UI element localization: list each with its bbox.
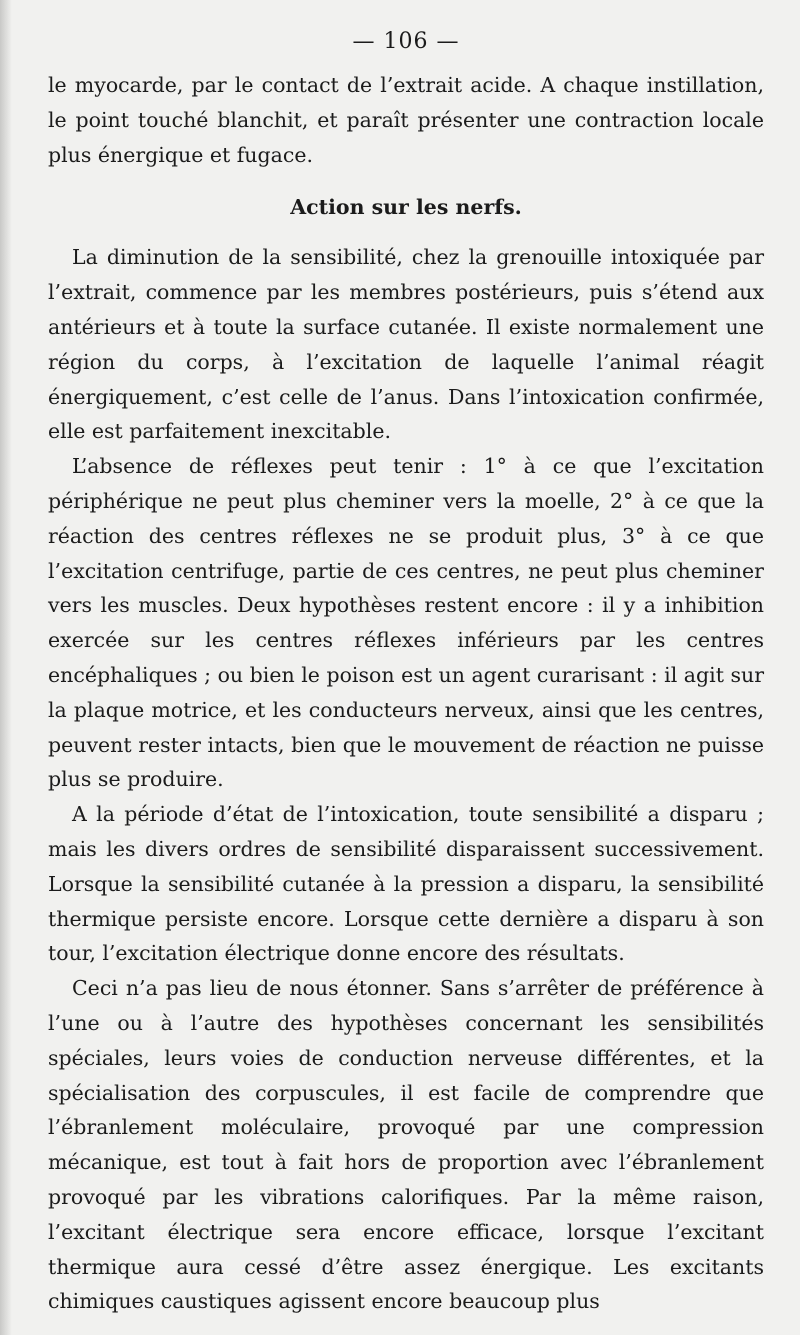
page-body	[48, 68, 764, 1319]
paragraph-intoxication-period: A la période d’état de l’intoxication, toute sensibilité a disparu ; mais les divers ordres de sensibilité disparaissent successivement. Lorsque la sensibilité cutanée à la pression a disparu, la sensibilité thermique persiste encore. Lorsque cette dernière a disparu à son tour, l’excitation électrique donne encore des résultats.	[48, 802, 764, 966]
paragraph-explanation: Ceci n’a pas lieu de nous étonner. Sans s’arrêter de préférence à l’une ou à l’autre des hypothèses concernant les sensibilités spéciales, leurs voies de conduction nerveuse différentes, et la spécialisation des corpuscules, il est facile de comprendre que l’ébranlement moléculaire, provoqué par une compression mécanique, est tout à fait hors de proportion avec l’ébranlement provoqué par les vibrations calorifiques. Par la même raison, l’excitant électrique sera encore efficace, lorsque l’excitant thermique aura cessé d’être assez énergique. Les excitants chimiques caustiques agissent encore beaucoup plus	[48, 976, 764, 1314]
section-heading: Action sur les nerfs.	[290, 195, 522, 220]
paragraph-sensibility: La diminution de la sensibilité, chez la grenouille intoxiquée par l’extrait, commence par les membres postérieurs, puis s’étend aux antérieurs et à toute la surface cutanée. Il existe normalement une région du corps, à l’excitation de laquelle l’animal réagit énergiquement, c’est celle de l’anus. Dans l’intoxication confirmée, elle est parfaitement inexcitable.	[48, 245, 764, 444]
page-edge-shadow	[0, 0, 12, 1335]
page-number: — 106 —	[352, 29, 460, 54]
intro-paragraph: le myocarde, par le contact de l’extrait acide. A chaque instillation, le point touché blanchit, et paraît présenter une contraction locale plus énergique et fugace.	[48, 73, 764, 167]
paragraph-reflexes: L’absence de réflexes peut tenir : 1° à ce que l’excitation périphérique ne peut plus cheminer vers la moelle, 2° à ce que la réaction des centres réflexes ne se produit plus, 3° à ce que l’excitation centrifuge, partie de ces centres, ne peut plus cheminer vers les muscles. Deux hypothèses restent encore : il y a inhibition exercée sur les centres réflexes inférieurs par les centres encéphaliques ; ou bien le poison est un agent curarisant : il agit sur la plaque motrice, et les conducteurs nerveux, ainsi que les centres, peuvent rester intacts, bien que le mouvement de réaction ne puisse plus se produire.	[48, 454, 764, 792]
